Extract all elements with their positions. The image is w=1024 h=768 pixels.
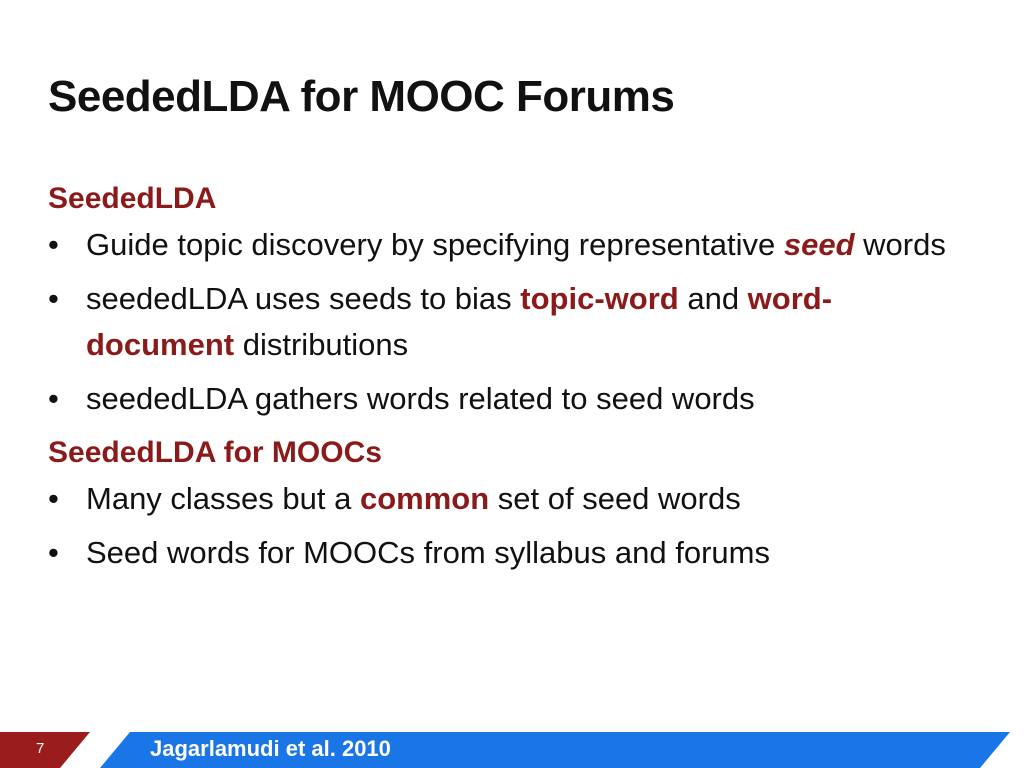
bullet-text: Many classes but a — [86, 481, 360, 516]
section-heading: SeededLDA for MOOCs — [48, 436, 382, 469]
footer-citation: Jagarlamudi et al. 2010 — [150, 736, 391, 761]
bullet-text: seededLDA uses seeds to bias — [86, 281, 521, 316]
bullet-dot: • — [48, 381, 59, 416]
bullet-item — [48, 276, 968, 368]
bullet-text: distributions — [234, 327, 409, 362]
page-number-box — [0, 732, 90, 768]
bullet-text: set of seed words — [489, 481, 741, 516]
bullet-dot: • — [48, 481, 59, 516]
emphasis-text: seed — [783, 227, 855, 262]
bullet-text: Guide topic discovery by specifying representative — [86, 227, 784, 262]
page-number: 7 — [36, 740, 45, 757]
bullet-text: seededLDA gathers words related to seed words — [86, 381, 755, 416]
bullet-dot: • — [48, 535, 59, 570]
bullet-item — [48, 530, 968, 576]
emphasis-text: topic-word — [520, 281, 679, 316]
bullet-dot: • — [48, 227, 59, 262]
bullet-text: Seed words for MOOCs from syllabus and forums — [86, 535, 770, 570]
bullet-item — [48, 222, 968, 268]
bullet-text: and — [678, 281, 748, 316]
bullet-dot: • — [48, 281, 59, 316]
bullet-text: words — [854, 227, 946, 262]
slide-title: SeededLDA for MOOC Forums — [48, 72, 675, 121]
bullet-item — [48, 476, 968, 522]
emphasis-text: common — [359, 481, 490, 516]
slide-content — [48, 176, 968, 584]
section-heading: SeededLDA — [48, 182, 217, 215]
emphasis-text: word-document — [86, 281, 833, 362]
bullet-item — [48, 376, 968, 422]
